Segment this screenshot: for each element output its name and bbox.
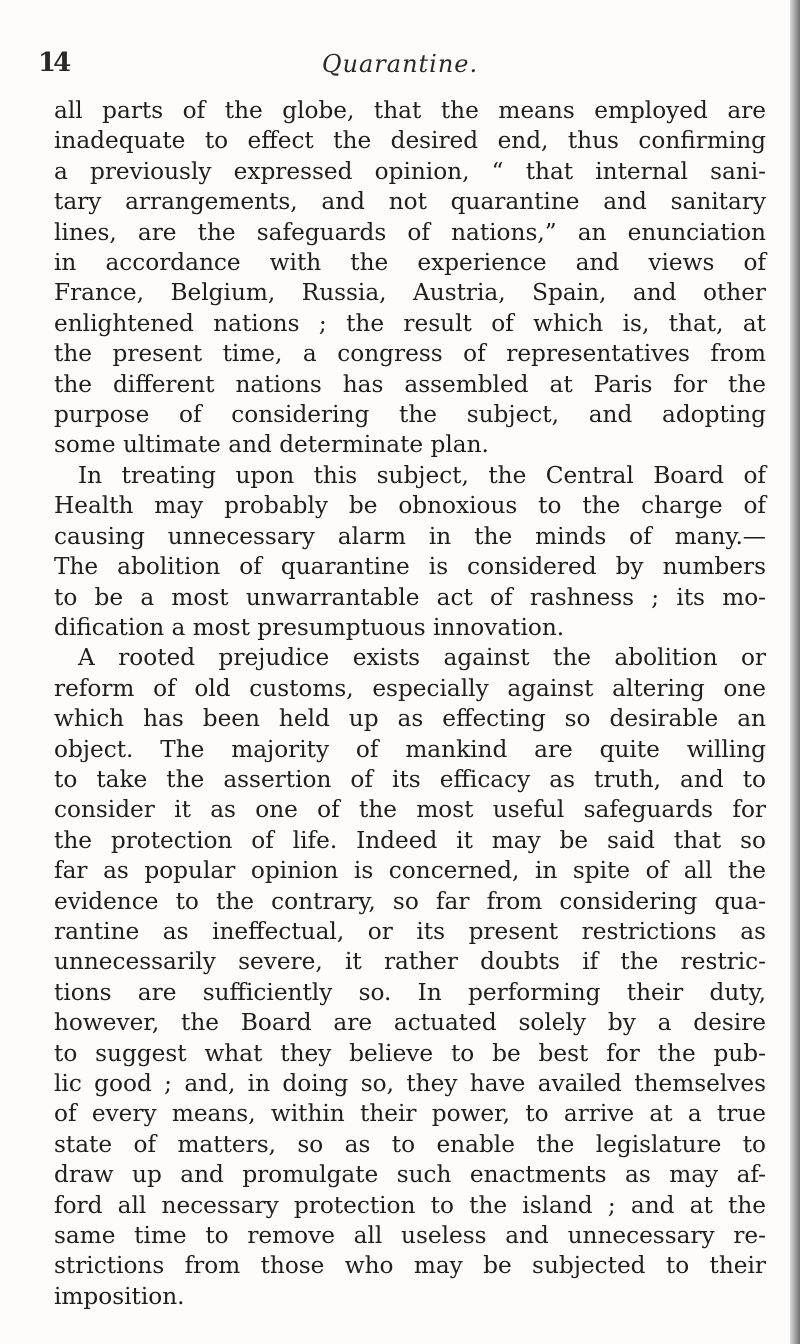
text-line: far as popular opinion is concerned, in spite of all the (54, 857, 766, 885)
text-line: the protection of life. Indeed it may be said that so (54, 826, 766, 854)
text-line: same time to remove all useless and unnecessary re- (54, 1222, 766, 1250)
text-line: the different nations has assembled at Paris for the (54, 370, 766, 398)
text-line: in accordance with the experience and views of (54, 249, 766, 277)
text-line: to be a most unwarrantable act of rashness ; its mo- (54, 583, 766, 611)
text-line: object. The majority of mankind are quite willing (54, 735, 766, 763)
body-text (54, 96, 766, 1312)
text-line: In treating upon this subject, the Central Board of (78, 461, 766, 489)
text-line: strictions from those who may be subjected to their (54, 1252, 766, 1280)
text-line: lines, are the safeguards of nations,” an enunciation (54, 218, 766, 246)
page-header (0, 48, 800, 88)
text-line: ford all necessary protection to the island ; and at the (54, 1191, 766, 1219)
text-line: some ultimate and determinate plan. (54, 431, 489, 459)
text-line: reform of old customs, especially against altering one (54, 674, 766, 702)
text-line: dification a most presumptuous innovation. (54, 613, 565, 641)
text-line: however, the Board are actuated solely by a desire (54, 1009, 766, 1037)
running-title: Quarantine. (321, 50, 479, 78)
text-line: tions are sufficiently so. In performing their duty, (54, 978, 766, 1006)
text-line: consider it as one of the most useful safeguards for (54, 796, 766, 824)
text-line: tary arrangements, and not quarantine and sanitary (54, 188, 766, 216)
text-line: The abolition of quarantine is considered by numbers (54, 553, 766, 581)
text-line: to take the assertion of its efficacy as truth, and to (54, 765, 766, 793)
text-line: evidence to the contrary, so far from considering qua- (54, 887, 766, 915)
text-line: purpose of considering the subject, and adopting (54, 401, 766, 429)
text-line: all parts of the globe, that the means employed are (54, 97, 766, 124)
text-line: draw up and promulgate such enactments as may af- (54, 1161, 766, 1189)
text-line: A rooted prejudice exists against the abolition or (78, 644, 766, 672)
text-line: rantine as ineffectual, or its present restrictions as (54, 917, 766, 945)
page-edge-shadow (790, 0, 800, 1344)
text-line: of every means, within their power, to arrive at a true (54, 1100, 766, 1128)
text-line: Health may probably be obnoxious to the charge of (54, 492, 766, 520)
text-line: unnecessarily severe, it rather doubts if the restric- (54, 948, 766, 976)
text-line: France, Belgium, Russia, Austria, Spain, and other (54, 279, 766, 307)
text-line: a previously expressed opinion, “ that internal sani- (54, 157, 766, 185)
page-number: 14 (38, 48, 69, 78)
text-line: state of matters, so as to enable the legislature to (54, 1130, 766, 1158)
text-line: enlightened nations ; the result of which is, that, at (54, 309, 766, 337)
text-line: inadequate to effect the desired end, thus confirming (54, 127, 766, 155)
text-line: imposition. (54, 1282, 185, 1310)
text-line: causing unnecessary alarm in the minds of many.— (54, 522, 766, 550)
text-line: the present time, a congress of representatives from (54, 340, 766, 368)
text-line: which has been held up as effecting so desirable an (54, 705, 766, 733)
text-line: to suggest what they believe to be best for the pub- (54, 1039, 766, 1067)
text-line: lic good ; and, in doing so, they have availed themselves (54, 1070, 766, 1097)
